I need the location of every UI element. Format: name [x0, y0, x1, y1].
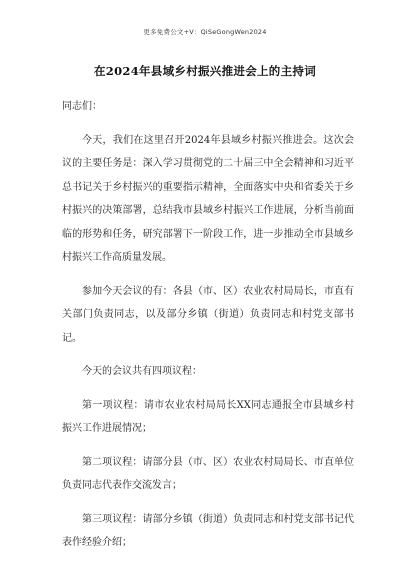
paragraph-agenda-item-3: 第三项议程：请部分乡镇（街道）负责同志和村党支部书记代表作经验介绍； — [62, 513, 354, 548]
paragraph-agenda-intro: 今天的会议共有四项议程： — [82, 366, 202, 377]
paragraph-attendees: 参加今天会议的有：各县（市、区）农业农村局局长，市直有关部门负责同志，以及部分乡镇（街道）负责同志和村党支部书记。 — [62, 285, 354, 344]
document-body — [62, 95, 354, 565]
salutation: 同志们： — [62, 101, 102, 112]
document-title: 在2024年县域乡村振兴推进会上的主持词 — [93, 64, 316, 78]
paragraph-agenda-item-1: 第一项议程：请市农业农村局局长XX同志通报全市县域乡村振兴工作进展情况； — [62, 399, 354, 434]
paragraph-opening: 今天，我们在这里召开2024年县域乡村振兴推进会。这次会议的主要任务是：深入学习贯彻党的二十届三中全会精神和习近平总书记关于乡村振兴的重要指示精神，全面落实中央和省委关于乡村振兴的决策部署，总结我市县域乡村振兴工作进展，分析当前面临的形势和任务，研究部署下一阶段工作，进一步推动全市县域乡村振兴工作高质量发展。 — [62, 134, 354, 263]
paragraph-agenda-item-2: 第二项议程：请部分县（市、区）农业农村局局长、市直单位负责同志代表作交流发言； — [62, 456, 354, 491]
header-note: 更多免费公文+V：QiSeGongWen2024 — [143, 28, 267, 36]
